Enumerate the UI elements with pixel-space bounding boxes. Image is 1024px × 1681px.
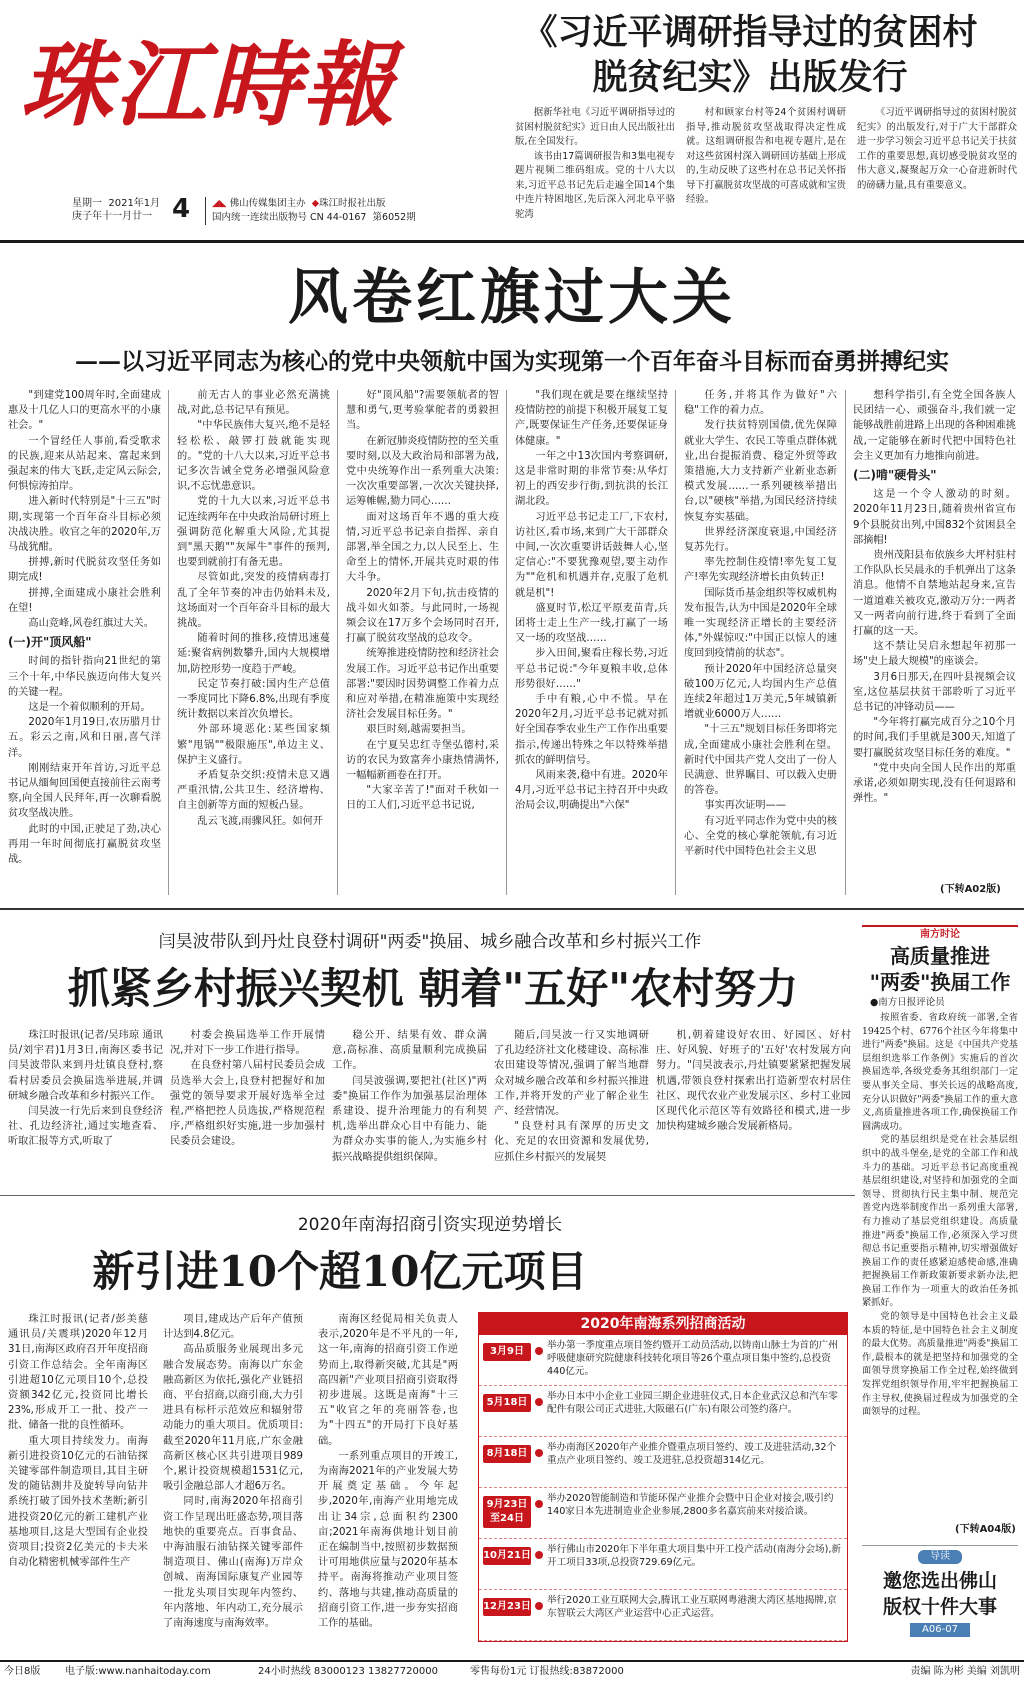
divider (168, 390, 169, 895)
event-item (479, 1335, 847, 1386)
lead-col4 (515, 388, 668, 898)
timeline-dot-icon (535, 1551, 543, 1559)
paragraph: 习近平总书记走工厂,下农村,访社区,看市场,来到广大干部群众中间,一次次重要讲话鼓舞人心,坚定信心:"不要犹豫观望,要主动作为""危机和机遇并存,克服了危机就是机"! (515, 511, 668, 599)
top-story-title (480, 10, 1020, 100)
paragraph: 高山竞峰,风卷红旗过大关。 (28, 618, 154, 630)
paragraph: 重大项目持续发力。南海新引进投资10亿元的石油钻探关键零部件制造项目,其目主研发的随钻测井及旋转导向钻井系统打破了国外技术垄断;新引进投资20亿元的新工建机产业基地项目,这是大型国有企业投资项目;投资2亿美元的卡夫米自动化精密机械零部件生产 (8, 1435, 148, 1569)
date: 2021年1月 (108, 198, 161, 209)
paragraph: 村和顾家台村等24个贫困村调研指导,推动脱贫攻坚战取得决定性成就。这组调研报告和电视专题片,是在对这些贫困村深入调研回访基础上形成的,生动反映了这些村在总书记关怀指导下打赢脱贫攻坚战的可喜成就和宝贵经验。 (686, 107, 846, 205)
paragraph: 党的领导是中国特色社会主义最本质的特征,是中国特色社会主义制度的最大优势。高质量推进"两委"换届工作,最根本的就是把坚持和加强党的全面领导贯穿换届工作全过程,始终做到发挥党组织领导作用,牢牢把握换届工作主导权,使换届过程成为加强党的全面领导的过程。 (862, 1311, 1018, 1418)
paragraph: 国际货币基金组织等权威机构发布报告,认为中国是2020年全球唯一实现经济正增长的主要经济体,"外媒惊叹:"中国正以惊人的速度回到疫情前的状态"。 (684, 587, 837, 660)
paragraph: 前无古人的事业必然充满挑战,对此,总书记早有预见。 (177, 390, 330, 417)
paragraph: 一个冒经任人事前,看受歌求的民族,迎来从站起来、富起来到强起来的伟大飞跃,走定风云际会,何惧惊涛拍岸。 (8, 435, 161, 493)
timeline-dot-icon (535, 1449, 543, 1457)
event-date: 5月18日 (483, 1394, 531, 1412)
issue-number: 第6052期 (372, 212, 416, 223)
second-title: 抓紧乡村振兴契机 朝着"五好"农村努力 (67, 964, 799, 1013)
paragraph: 3月6日那天,在四叶县视频会议室,这位基层扶贫干部聆听了习近平总书记的冲锋动员—— (853, 671, 1016, 714)
event-text: 举办南海区2020年产业推介暨重点项目签约、竣工及进驻活动,32个重点产业项目签约、竣工及进驻,总投资超314亿元。 (547, 1442, 837, 1466)
section-heading: (二)啃"硬骨头" (853, 468, 937, 483)
top-story-col2 (686, 106, 846, 226)
top-story-col3 (857, 106, 1017, 226)
second-kicker: 闫昊波带队到丹灶良登村调研"两委"换届、城乡融合改革和乡村振兴工作 (158, 932, 702, 952)
paragraph: 在宁夏吴忠红寺堡弘德村,采访的农民为致富奔小康热情满怀,一幅幅新画卷在打开。 (346, 739, 499, 782)
press-org: 珠江时报社出版 (319, 198, 386, 209)
timeline-dot-icon (535, 1347, 543, 1355)
paragraph: "今年将打赢完成百分之10个月的时间,我们手里就是300天,知道了要打赢脱贫攻坚目标任务的难度。" (853, 717, 1016, 759)
sidebar-continued: (下转A04版) (955, 1524, 1016, 1535)
lunar-date: 庚子年十一月廿一 (72, 211, 152, 222)
event-date: 8月18日 (483, 1445, 531, 1463)
paragraph: 这是一个着似顺利的开局。 (28, 702, 151, 714)
event-text: 举行2020工业互联网大会,腾讯工业互联网粤港澳大湾区基地揭牌,京东智联云大湾区产业运营中心正式运营。 (547, 1595, 837, 1619)
paragraph: "到建党100周年时,全面建成惠及十几亿人口的更高水平的小康社会。" (8, 390, 161, 432)
promo-line1: 邀您选出佛山 (882, 1570, 997, 1592)
footer-price: 零售每份1元 订报热线:83872000 (470, 1666, 624, 1677)
divider (845, 390, 846, 895)
paragraph: 随后,闫昊波一行又实地调研了孔边经济社文化楼建设、高标准农田建设等情况,强调了解当地群众对城乡融合改革和乡村振兴推进工作,并将开发的产业了解企业生产、经营情况。 (494, 1030, 649, 1118)
paragraph: 党的基层组织是党在社会基层组织中的战斗堡垒,是党的全部工作和战斗力的基础。习近平总书记高度重视基层组织建设,对坚持和加强党的全面领导、贯彻执行民主集中制、规范完善党内选举制度作出一系列重大部署,有力推动了基层党组织建设。高质量推进"两委"换届工作,必须深入学习贯彻总书记重要指示精神,切实增强做好换届工作的责任感紧迫感使命感,准确把握换届工作新政策新要求新办法,把换届工作作为一项重大的政治任务抓紧抓好。 (862, 1134, 1018, 1309)
top-story-title-line1: 《习近平调研指导过的贫困村 (522, 12, 978, 53)
lead-title: 风卷红旗过大关 (288, 263, 736, 333)
event-item (479, 1386, 847, 1437)
paragraph: 矛盾复杂交织:疫情未息又遇严重汛情,公共卫生、经济增构、自主创新等方面的短板凸显。 (177, 770, 330, 812)
paragraph: 稳公开、结果有效、群众满意,高标准、高质量顺利完成换届工作。 (332, 1030, 487, 1072)
paragraph: 此时的中国,正驶足了劲,决心再用一年时间彻底打赢脱贫攻坚战。 (8, 823, 161, 866)
paragraph: 在新冠肺炎疫情防控的至关重要时刻,以及大政治局和部署为战,党中央统筹作出一系列重大决策:一次次重要部署,一次次关键抉择,运筹帷幄,勠力同心…… (346, 435, 499, 508)
event-item (479, 1590, 847, 1641)
paragraph: 预计2020年中国经济总量突破100万亿元,人均国内生产总值连续2年超过1万美元,5年城镇新增就业6000万人…… (684, 663, 837, 721)
lead-col6 (853, 388, 1016, 878)
paragraph: 珠江时报讯(记者/吴玮琼 通讯员/刘宇君)1月3日,南海区委书记闫昊波带队来到丹灶镇良登村,察看村居委员会换届选举进展,并调研城乡融合改革和乡村振兴工作。 (8, 1030, 163, 1102)
day-number: 4 (172, 194, 191, 224)
lead-subtitle: ——以习近平同志为核心的党中央领航中国为实现第一个百年奋斗目标而奋勇拼搏纪实 (75, 348, 949, 375)
paragraph: 《习近平调研指导过的贫困村脱贫纪实》的出版发行,对于广大干部群众进一步学习领会习近平总书记关于扶贫工作的重要思想,真切感受脱贫攻坚的伟大意义,凝聚起万众一心奋进新时代的磅礴力量,具有重要意义。 (857, 107, 1017, 191)
paragraph: 在良登村第八届村民委员会成员选举大会上,良登村把握好和加强党的领导要求开展好选举全过程,严格把控人员选拔,严格规范程序,严格组织好实施,进一步加强村民委员会建设。 (170, 1060, 325, 1148)
third-col2 (163, 1312, 303, 1642)
paragraph: 据新华社电《习近平调研指导过的贫困村脱贫纪实》近日由人民出版社出版,在全国发行。 (515, 107, 675, 147)
masthead-logo: 珠江時報 (20, 31, 397, 139)
paragraph: "中华民族伟大复兴,绝不是轻轻松松、敲锣打鼓就能实现的。"党的十八大以来,习近平总书记多次告诫全党务必增强风险意识,不忘忧患意识。 (177, 420, 330, 493)
paragraph: 手中有粮,心中不慌。早在2020年2月,习近平总书记就对抓好全国春季农业生产工作作出重要指示,传递出特殊之年以特殊举措抓农的鲜明信号。 (515, 694, 668, 766)
paragraph: 尽管如此,突发的疫情病毒打乱了全年节奏的冲击仍始料未及,这场面对一个百年奋斗目标的最大挑战。 (177, 572, 330, 630)
paragraph: 机,朝着建设好农田、好园区、好村庄、好风貌、好班子的'五好'农村发展方向努力。"闫昊波表示,丹灶镇要紧紧把握发展机遇,带领良登村探索出打造新型农村居住社区、现代农业产业发展示区、乡村工业园区现代化示范区等有效路径和模式,进一步加快构建城乡融合发展新格局。 (656, 1030, 851, 1133)
event-text: 举办第一季度重点项目签约暨开工动员活动,以铸南山脉士为首的广州呼吸健康研究院健康科技转化项目等26个重点项目集中签约,总投资440亿元。 (547, 1340, 838, 1377)
paragraph: 闫昊波强调,要把社(社区)"两委"换届工作作为加强基层治理体系建设、提升治理能力的有利契机,选举出群众心目中有能力、能为群众办实事的能人,为实施乡村振兴战略提供组织保障。 (332, 1075, 487, 1163)
event-item (479, 1488, 847, 1539)
event-text: 举办2020智能制造和节能环保产业推介会暨中日企业对接会,吸引约140家日本先进制造业企业参展,2800多名嘉宾前来对接洽谈。 (547, 1493, 834, 1517)
weekday: 星期一 (72, 198, 102, 209)
footer-pages: 今日8版 (4, 1666, 41, 1677)
paragraph: 步入田间,聚看庄稼长势,习近平总书记说:"今年夏粮丰收,总体形势很好……" (515, 648, 668, 690)
paragraph: "大家辛苦了!"面对千秋如一日的工人们,习近平总书记说, (346, 785, 499, 812)
paragraph: 村委会换届选举工作开展情况,并对下一步工作进行指导。 (170, 1030, 325, 1057)
paragraph: 2020年1月19日,农历腊月廿五。彩云之南,风和日丽,喜气洋洋。 (8, 717, 161, 759)
section-heading: (一)开"顶风船" (8, 635, 92, 650)
divider (675, 390, 676, 895)
footer-editor: 责编 陈为彬 美编 刘凯明 (910, 1666, 1020, 1677)
timeline-dot-icon (535, 1500, 543, 1508)
paragraph: 随着时间的推移,疫情迅速蔓延:聚省病例数攀升,国内大规模增加,防控形势一度趋于严峻。 (177, 633, 330, 675)
paragraph: 统筹推进疫情防控和经济社会发展工作。习近平总书记作出重要部署:"要因时因势调整工作着力点和应对举措,在精准施策中实现经济社会发展目标任务。" (346, 648, 499, 721)
paragraph: 艰巨时刻,越需要担当。 (366, 724, 472, 736)
event-date: 12月23日 (483, 1598, 531, 1616)
paragraph: 按照省委、省政府统一部署,全省19425个村、6776个社区今年将集中进行"两委"换届。这是《中国共产党基层组织选举工作条例》实施后的首次换届选举,各级党委务其组织部门一定要从事关全局、事关长远的战略高度,充分认识做好"两委"换届工作的重大意义,高质量推进各项工作,确保换届工作圆满成功。 (862, 1012, 1018, 1132)
promo-line2: 版权十件大事 (882, 1596, 997, 1618)
paragraph: 面对这场百年不遇的重大疫情,习近平总书记亲自指挥、亲自部署,举全国之力,以人民至上、生命至上的情怀,开展共克时艰的伟大斗争。 (346, 511, 499, 584)
sidebar-body (862, 1011, 1018, 1506)
brand-icon-2: ◆ (311, 198, 320, 209)
sidebar-title-line1: 高质量推进 (890, 944, 990, 968)
divider (506, 390, 507, 895)
divider (337, 390, 338, 895)
brand-icon: ◢◣ (212, 198, 227, 209)
footer-site[interactable]: 电子版:www.nanhaitoday.com (65, 1666, 211, 1677)
second-col5 (656, 1028, 851, 1178)
promo-page: A06-07 (910, 1623, 970, 1637)
masthead-date-block (72, 197, 172, 223)
paragraph: 拼搏,全面建成小康社会胜利在望! (8, 587, 161, 614)
paragraph: 南海区经促局相关负责人表示,2020年是不平凡的一年,这一年,南海的招商引资工作逆势而上,取得新突破,尤其是"两高四新"产业项目招商引资取得初步进展。这既是南海"十三五"收官之年的亮丽答卷,也为"十四五"的开局打下良好基础。 (318, 1314, 458, 1447)
paragraph: 拼搏,新时代脱贫攻坚任务如期完成! (8, 557, 161, 584)
paragraph: 闫昊波一行先后来到良登经济社、孔边经济社,通过实地查看、听取汇报等方式,听取了 (8, 1106, 163, 1148)
sidebar-kicker: 南方时论 (920, 929, 960, 940)
paragraph: 刚刚结束开年首访,习近平总书记从缅甸回国便直接前往云南考察,向全国人民拜年,再一次聊看脱贫攻坚战决胜。 (8, 762, 161, 820)
publisher-org: 佛山传媒集团主办 (229, 198, 306, 209)
sidebar-byline: ●南方日报评论员 (870, 997, 945, 1008)
paragraph: 同时,南海2020年招商引资工作呈现出旺盛态势,项目落地快的重要亮点。百事食品、中海油服石油钻探关键零部件制造项目、佛山(南海)万岸众创城、南海国际康复产业园等一批龙头项目实现年内签约、年内落地、年内动工,充分展示了南海速度与南海效率。 (163, 1496, 303, 1630)
paragraph: 盛夏时节,松辽平原麦苗青,兵团将士走上生产一线,打赢了一场又一场的攻坚战…… (515, 602, 668, 645)
lead-col3 (346, 388, 499, 898)
events-title: 2020年南海系列招商活动 (479, 1313, 847, 1335)
paragraph: 贵州茂阳县布依族乡大坪村驻村工作队队长吴晨永的手机弹出了这条消息。他情不自禁地站起身来,宣告一道道难关被攻克,激动万分:一两者又一两者向前行进,终于看到了全面打赢的这一天。 (853, 550, 1016, 638)
second-col3 (332, 1028, 487, 1178)
paragraph: 事实再次证明—— (704, 800, 786, 812)
paragraph: 率先控制住疫情!率先复工复产!率先实现经济增长由负转正! (684, 557, 837, 584)
serial-number: 国内统一连续出版物号 CN 44-0167 (212, 212, 367, 223)
paragraph: "十三五"规划目标任务即将完成,全面建成小康社会胜利在望。新时代中国共产党人交出了一份人民满意、世界瞩目、可以载入史册的答卷。 (684, 724, 837, 797)
paragraph: 发行扶贫特别国债,优先保障就业大学生、农民工等重点群体就业,出台提振消费、稳定外贸等政策措施,大力支持新产业新业态新模式发展……一系列硬核举措出台,以"硬核"举措,为国民经济持续恢复夯实基础。 (684, 420, 837, 523)
paragraph: 风雨来袭,稳中有进。2020年4月,习近平总书记主持召开中央政治局会议,明确提出"六保" (515, 770, 668, 812)
paragraph: 民定节奏打破:国内生产总值一季度同比下降6.8%,出现有季度统计数据以来首次负增长。 (177, 678, 330, 721)
paragraph: 世界经济深度衰退,中国经济复苏先行。 (684, 526, 837, 554)
paragraph: 时间的指针指向21世纪的第三个十年,中华民族迈向伟大复兴的关键一程。 (8, 656, 161, 698)
event-item (479, 1539, 847, 1590)
top-story-col1 (515, 106, 675, 226)
top-story-title-line2: 脱贫纪实》出版发行 (592, 57, 908, 98)
paragraph: 该书由17篇调研报告和3集电视专题片视频二维码组成。党的十八大以来,习近平总书记先后走遍全国14个集中连片特困地区,先后深入河北阜平骆驼湾 (515, 150, 675, 220)
event-date: 9月23日至24日 (483, 1496, 531, 1528)
masthead-org-block (205, 197, 445, 225)
paragraph: 想科学指引,有全党全国各族人民团结一心、顽强奋斗,我们就一定能够战胜前进路上出现的各种困难挑战,一定能够在新时代把中国特色社会主义更加有力地推向前进。 (853, 390, 1016, 462)
third-title: 新引进10个超10亿元项目 (92, 1247, 588, 1296)
second-col4 (494, 1028, 649, 1178)
paragraph: 乱云飞渡,雨骤风狂。如何开 (197, 815, 323, 827)
paragraph: 珠江时报讯(记者/彭美慈 通讯员/关震琪)2020年12月31日,南海区政府召开年度招商引资工作总结会。全年南海区引进超10亿元项目10个,总投资额342亿元,投资同比增长23%,形成开工一批、投产一批、储备一批的良性循环。 (8, 1314, 148, 1432)
footer-hotline: 24小时热线 83000123 13827720000 (258, 1666, 438, 1677)
events-list (479, 1335, 847, 1641)
promo-box[interactable] (862, 1545, 1018, 1645)
paragraph: "我们现在就是要在继续坚持疫情防控的前提下积极开展复工复产,既要保证生产任务,还要保证身体健康。" (515, 390, 668, 447)
third-col3 (318, 1312, 458, 1642)
event-date: 3月9日 (483, 1343, 531, 1361)
paragraph: 高品质服务业展现出多元融合发展态势。南海以广东金融高新区为依托,强化产业链招商、平台招商,以商引商,大力引进具有标杆示范效应和辐射带动能力的重大项目。优质项目:截至2020年11月底,广东金融高新区核心区共引进项目989个,累计投资规模超1531亿元,吸引金融总部人才超6万名。 (163, 1344, 303, 1493)
paragraph: 党的十九大以来,习近平总书记连续两年在中央政治局研讨班上强调防范化解重大风险,尤其提到"黑天鹅""灰犀牛"事件的预判,也要到就前打有备无患。 (177, 496, 330, 569)
second-col2 (170, 1028, 325, 1178)
paragraph: 外部环境恶化:某些国家频繁"甩锅""极限施压",单边主义、保护主义盛行。 (177, 724, 330, 766)
paragraph: 项目,建成达产后年产值预计达到4.8亿元。 (163, 1314, 303, 1341)
sidebar-title-line2: "两委"换届工作 (869, 970, 1011, 994)
event-item (479, 1437, 847, 1488)
masthead-rule (0, 240, 1024, 243)
timeline-dot-icon (535, 1602, 543, 1610)
third-kicker: 2020年南海招商引资实现逆势增长 (297, 1215, 563, 1235)
paragraph: 2020年2月下旬,抗击疫情的战斗如火如荼。与此同时,一场视频会议在17万多个会场同时召开,打赢了脱贫攻坚战的总攻令。 (346, 587, 499, 645)
section-rule (0, 1195, 855, 1196)
paragraph: 一系列重点项目的开竣工,为南海2021年的产业发展大势开展奠定基础。今年起步,2020年,南海产业用地完成出让34宗,总面积约2300亩;2021年南海供地计划目前正在编制当中,按照初步数据预计可用地供应量与2020年基本持平。南海将推动产业项目签约、落地与共建,推动高质量的招商引资工作,进一步夯实招商工作的基础。 (318, 1450, 458, 1630)
footer (0, 1660, 1024, 1681)
lead-col5 (684, 388, 837, 898)
timeline-dot-icon (535, 1398, 543, 1406)
lead-col2 (177, 388, 330, 898)
event-date: 10月21日 (483, 1547, 531, 1565)
paragraph: 一年之中13次国内考察调研,这是非常时期的非常节奏:从华灯初上的西安步行街,到抗洪的长江湖北段。 (515, 450, 668, 508)
paragraph: 好"顶风船"?需要领航者的智慧和勇气,更考验掌舵者的勇毅担当。 (346, 390, 499, 432)
paragraph: 这是一个令人激动的时刻。2020年11月23日,随着贵州省宣布9个县脱贫出列,中国832个贫困县全部摘帽! (853, 489, 1016, 546)
third-col1 (8, 1312, 148, 1642)
second-col1 (8, 1028, 163, 1178)
event-text: 举办日本中小企业工业园三期企业进驻仪式,日本企业武汉总和汽车零配件有限公司正式进驻,大阪磁石(广东)有限公司签约落户。 (547, 1391, 838, 1415)
promo-tag: 导读 (918, 1550, 962, 1564)
lead-continued: (下转A02版) (940, 884, 1001, 895)
events-box (478, 1312, 848, 1642)
paragraph: "党中央向全国人民作出的郑重承诺,必须如期实现,没有任何退路和弹性。" (853, 762, 1016, 805)
paragraph: 任务,并将其作为做好"六稳"工作的着力点。 (684, 390, 837, 417)
section-rule (0, 908, 1024, 910)
paragraph: "良登村具有深厚的历史文化、充足的农田资源和发展优势,应抓住乡村振兴的发展契 (494, 1121, 649, 1163)
event-text: 举行佛山市2020年下半年重大项目集中开工投产活动(南海分会场),新开工项目33项,总投资729.69亿元。 (547, 1544, 841, 1568)
paragraph: 进入新时代特别是"十三五"时期,实现第一个百年奋斗目标必须决战决胜。收官之年的2020年,万马战犹酣。 (8, 496, 161, 554)
paragraph: 有习近平同志作为党中央的核心、全党的核心掌舵领航,有习近平新时代中国特色社会主义思 (684, 815, 837, 858)
paragraph: 这不禁让吴启永想起年初那一场"史上最大规模"的座谈会。 (853, 641, 1016, 668)
lead-col1 (8, 388, 161, 898)
sidebar-box (862, 925, 1018, 1525)
